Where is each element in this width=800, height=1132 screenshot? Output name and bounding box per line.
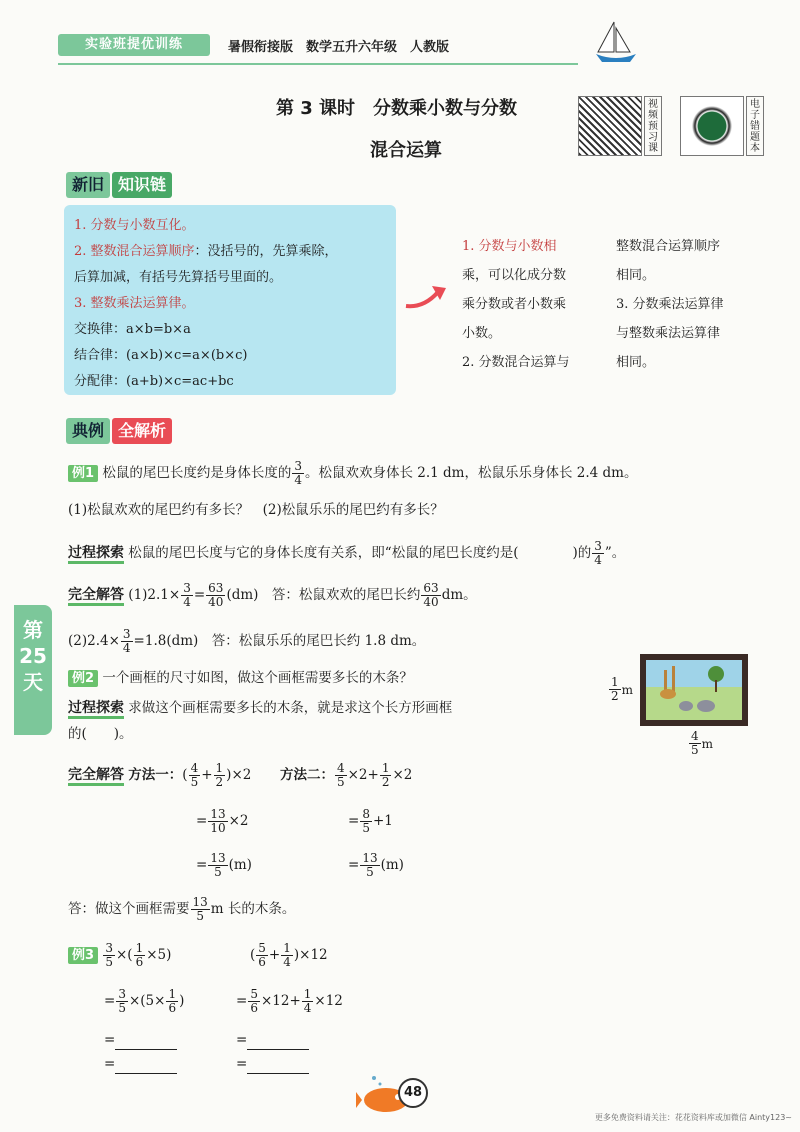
example1-answer-2 xyxy=(68,628,425,655)
knowledge-line-2 xyxy=(74,239,386,265)
example2-conclusion xyxy=(68,896,295,923)
fraction-3-4: $\frac{3}{4}$ xyxy=(183,581,191,609)
fraction-13-5: $\frac{13}{5}$ xyxy=(192,895,208,923)
knowledge-line-5: 交换律：a×b=b×a xyxy=(74,322,191,337)
example1-explore-end: ”。 xyxy=(604,545,626,561)
video-qr-label: 视频预习课 xyxy=(644,96,662,156)
fraction-3-4: $\frac{3}{4}$ xyxy=(122,627,131,655)
fraction-1-2: $\frac{1}{2}$ xyxy=(215,761,224,789)
right-line-5: 2. 分数混合运算与 xyxy=(462,355,570,370)
fraction-5-6: $\frac{5}{6}$ xyxy=(258,941,266,969)
fraction-1-6: $\frac{1}{6}$ xyxy=(168,987,177,1015)
example1-question xyxy=(68,460,788,487)
example2-q-text: 一个画框的尺寸如图，做这个画框需要多长的木条？ xyxy=(102,670,413,686)
fraction-3-4: $\frac{3}{4}$ xyxy=(594,539,602,567)
method2-step2: = $\frac{13}{5}$ (m) xyxy=(348,851,404,879)
example3-step1-right: = $\frac{5}{6}$ ×12+ $\frac{1}{4}$ ×12 xyxy=(236,987,343,1015)
right-line-2: 乘，可以化成分数 xyxy=(462,268,567,283)
example2-explore-end: 的( )。 xyxy=(68,726,133,742)
example3-expr1: 例3 $\frac{3}{5}$ ×( $\frac{1}{6}$ ×5) xyxy=(68,942,171,969)
knowledge-badge-part1: 新旧 xyxy=(66,172,110,198)
fraction-3-4: $\frac{3}{4}$ xyxy=(294,459,302,487)
right-line-4: 小数。 xyxy=(462,326,502,341)
method2-step1: = $\frac{8}{5}$ +1 xyxy=(348,807,393,835)
fraction-63-40: $\frac{63}{40}$ xyxy=(208,581,224,609)
fraction-1-6: $\frac{1}{6}$ xyxy=(135,941,144,969)
conclusion-part1: 答：做这个画框需要 xyxy=(68,901,190,917)
fraction-13-5: $\frac{13}{5}$ xyxy=(362,851,378,879)
fraction-1-2: $\frac{1}{2}$ xyxy=(611,675,619,703)
new-knowledge-col1 xyxy=(462,232,612,377)
example1-explore xyxy=(68,540,788,567)
example1-q-part1: 松鼠的尾巴长度约是身体长度的 xyxy=(102,465,292,481)
footer-note: 更多免费资料请关注：花花资料库或加微信 Ainty123~ xyxy=(594,1113,792,1122)
example3-blank-4[interactable]: = xyxy=(236,1054,309,1074)
error-book-qr-code[interactable] xyxy=(680,96,744,156)
examples-badge-part1: 典例 xyxy=(66,418,110,444)
example2-answer-line1: 完全解答 方法一：( $\frac{4}{5}$ + $\frac{1}{2}$ )×2 方法二： $\frac{4}{5}$ ×2+ $\frac{1}{2}$ ×2 xyxy=(68,761,413,789)
lesson-title: 第 3 课时 分数乘小数与分数 xyxy=(276,98,518,119)
example1-a2-part2: =1.8(dm) 答：松鼠乐乐的尾巴长约 1.8 dm。 xyxy=(133,633,426,649)
fraction-3-5: $\frac{3}{5}$ xyxy=(118,987,126,1015)
right-line-3: 乘分数或者小数乘 xyxy=(462,297,567,312)
example1-a1-eq: = xyxy=(193,587,206,603)
new-knowledge-col2 xyxy=(616,232,766,377)
frame-width-label: $\frac{4}{5}$ m xyxy=(691,729,714,757)
knowledge-line-2-rest: ：没括号的，先算乘除， xyxy=(194,244,338,259)
right-line-8: 3. 分数乘法运算律 xyxy=(616,297,724,312)
example1-a1-part2: (dm) 答：松鼠欢欢的尾巴长约 xyxy=(226,587,421,603)
fraction-1-4: $\frac{1}{4}$ xyxy=(303,987,312,1015)
fraction-4-5: $\frac{4}{5}$ xyxy=(691,729,699,757)
knowledge-line-1: 1. 分数与小数互化。 xyxy=(74,218,195,233)
knowledge-line-6: 结合律：(a×b)×c=a×(b×c) xyxy=(74,348,248,363)
savanna-picture xyxy=(646,660,742,720)
frame-height-label: $\frac{1}{2}$ m xyxy=(611,675,634,703)
knowledge-line-7: 分配律：(a+b)×c=ac+bc xyxy=(74,374,234,389)
example3-step1-left: = $\frac{3}{5}$ ×(5× $\frac{1}{6}$ ) xyxy=(104,987,185,1015)
examples-badge-part2: 全解析 xyxy=(112,418,172,444)
knowledge-box xyxy=(64,205,396,395)
example1-subquestions: (1)松鼠欢欢的尾巴约有多长？ (2)松鼠乐乐的尾巴约有多长？ xyxy=(68,502,444,518)
right-line-1: 1. 分数与小数相 xyxy=(462,239,557,254)
knowledge-line-2-red: 2. 整数混合运算顺序 xyxy=(74,244,195,259)
fraction-13-5: $\frac{13}{5}$ xyxy=(210,851,226,879)
fraction-1-4: $\frac{1}{4}$ xyxy=(283,941,291,969)
method1-step1-times: ×2 xyxy=(228,813,249,829)
answer-label: 完全解答 xyxy=(68,767,124,786)
examples-section-badge xyxy=(66,418,172,444)
header-rule xyxy=(58,63,578,65)
example3-blank-3[interactable]: = xyxy=(236,1030,309,1050)
brand-badge: 实验班提优训练 xyxy=(58,34,210,56)
lesson-subtitle: 混合运算 xyxy=(370,140,442,161)
answer-label: 完全解答 xyxy=(68,587,124,606)
fraction-63-40: $\frac{63}{40}$ xyxy=(423,581,439,609)
fraction-1-2: $\frac{1}{2}$ xyxy=(381,761,390,789)
picture-frame xyxy=(640,654,748,726)
method1-times: ×2 xyxy=(231,767,252,783)
fraction-13-10: $\frac{13}{10}$ xyxy=(210,807,226,835)
conclusion-part2: m 长的木条。 xyxy=(210,901,296,917)
animals-illustration xyxy=(646,660,742,720)
method2-label: 方法二： xyxy=(279,767,334,783)
fraction-4-5: $\frac{4}{5}$ xyxy=(190,761,199,789)
example2-question xyxy=(68,668,413,689)
example3-blank-1[interactable]: = xyxy=(104,1030,177,1050)
edition-label: 暑假衔接版 xyxy=(228,40,294,55)
knowledge-section-badge xyxy=(66,172,172,198)
example1-a1-part1: (1)2.1× xyxy=(128,587,181,603)
example2-explore-text: 求做这个画框需要多长的木条，就是求这个长方形画框 xyxy=(128,700,453,716)
grade-label: 数学五升六年级 xyxy=(306,40,398,55)
explore-label: 过程探索 xyxy=(68,545,124,564)
right-line-10: 相同。 xyxy=(616,355,656,370)
video-qr-code[interactable] xyxy=(578,96,642,156)
example1-answer-1 xyxy=(68,582,788,609)
example3-expr2: ( $\frac{5}{6}$ + $\frac{1}{4}$ )×12 xyxy=(250,941,328,969)
knowledge-badge-part2: 知识链 xyxy=(112,172,172,198)
fraction-8-5: $\frac{8}{5}$ xyxy=(362,807,370,835)
fraction-5-6: $\frac{5}{6}$ xyxy=(250,987,258,1015)
link-arrow-icon xyxy=(404,280,450,314)
example2-explore xyxy=(68,698,598,718)
fraction-4-5: $\frac{4}{5}$ xyxy=(336,761,345,789)
method2-unit: (m) xyxy=(380,857,404,873)
day-tab: 第25天 xyxy=(14,605,52,735)
method1-step1: = $\frac{13}{10}$ ×2 xyxy=(196,807,249,835)
sailboat-icon xyxy=(592,18,638,66)
knowledge-line-4: 3. 整数乘法运算律。 xyxy=(74,296,195,311)
knowledge-line-3: 后算加减，有括号先算括号里面的。 xyxy=(74,270,283,285)
publisher-label: 人教版 xyxy=(410,40,450,55)
error-book-label: 电子错题本 xyxy=(746,96,764,156)
right-line-6: 整数混合运算顺序 xyxy=(616,239,721,254)
example1-explore-text: 松鼠的尾巴长度与它的身体长度有关系，即“松鼠的尾巴长度约是( )的 xyxy=(128,545,592,561)
method1-unit: (m) xyxy=(228,857,252,873)
explore-label: 过程探索 xyxy=(68,700,124,719)
method2-part1: ×2+ xyxy=(347,767,379,783)
fraction-3-5: $\frac{3}{5}$ xyxy=(105,941,113,969)
example3-blank-2[interactable]: = xyxy=(104,1054,177,1074)
example2-badge: 例2 xyxy=(68,670,98,687)
method1-step2: = $\frac{13}{5}$ (m) xyxy=(196,851,252,879)
method2-step1-plus: +1 xyxy=(372,813,393,829)
example3-badge: 例3 xyxy=(68,947,98,964)
example1-badge: 例1 xyxy=(68,465,98,482)
right-line-9: 与整数乘法运算律 xyxy=(616,326,721,341)
example1-a1-unit: dm。 xyxy=(441,587,477,603)
example1-a2-part1: (2)2.4× xyxy=(68,633,120,649)
right-line-7: 相同。 xyxy=(616,268,656,283)
example1-q-part2: 。松鼠欢欢身体长 2.1 dm，松鼠乐乐身体长 2.4 dm。 xyxy=(304,465,638,481)
method2-part2: ×2 xyxy=(392,767,413,783)
page-number: 48 xyxy=(398,1078,428,1108)
method1-label: 方法一： xyxy=(128,767,183,783)
